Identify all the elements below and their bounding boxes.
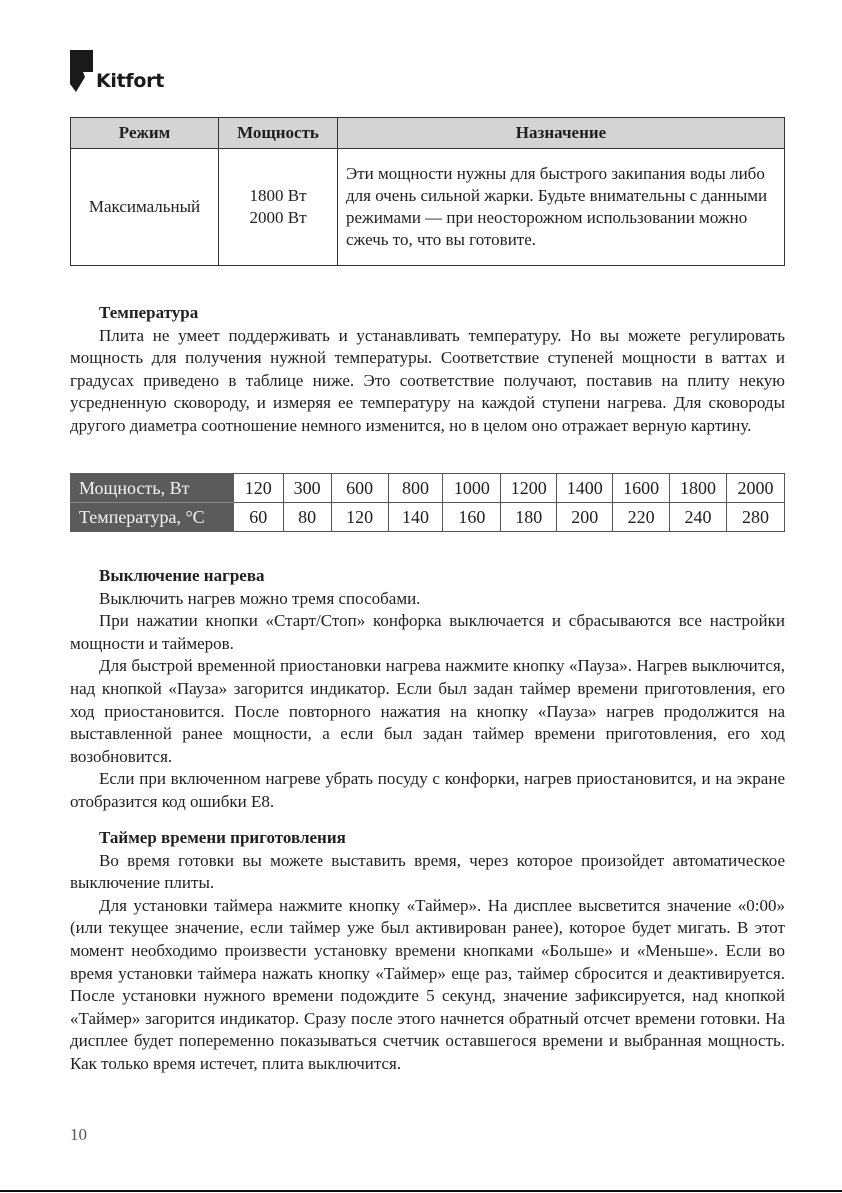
logo-text: Kitfort [96, 70, 164, 92]
brand-logo [70, 50, 164, 92]
page-number: 10 [70, 1125, 87, 1144]
temperature-cell: 240 [670, 503, 727, 532]
temperature-cell: 200 [557, 503, 613, 532]
mode-cell: Максимальный [71, 149, 219, 266]
power-cell: 800 [388, 474, 443, 503]
page-bottom-divider [0, 1190, 842, 1192]
paragraph: Плита не умеет поддерживать и устанавливать температуру. Но вы можете регулировать мощность для получения нужной температуры. Соответствие ступеней мощности в ваттах и градусах приведено в таблице ниже. Это соответствие получают, поставив на плиту некую усредненную сковороду, и измеряя ее температуру на каждой ступени нагрева. Для сковороды другого диаметра соотношение немного изменится, но в целом оно отражает верную картину. [70, 325, 785, 435]
temperature-cell: 220 [613, 503, 670, 532]
paragraph: При нажатии кнопки «Старт/Стоп» конфорка выключается и сбрасываются все настройки мощности и таймеров. [70, 611, 785, 653]
power-cell: 1000 [443, 474, 501, 503]
power-cell: 1800 [670, 474, 727, 503]
temperature-cell: 140 [388, 503, 443, 532]
column-header-power: Мощность [219, 118, 338, 149]
temperature-cell: 180 [501, 503, 557, 532]
power-row [71, 474, 785, 503]
temperature-section [70, 302, 785, 438]
power-cell: 1200 [501, 474, 557, 503]
temperature-row [71, 503, 785, 532]
timer-section [70, 827, 785, 1076]
power-cell [219, 149, 338, 266]
power-value: 2000 Вт [249, 208, 307, 227]
table-row [71, 149, 785, 266]
section-heading: Таймер времени приготовления [99, 828, 346, 847]
kitfort-shield-icon [70, 50, 94, 92]
heat-off-section [70, 565, 785, 814]
section-heading: Температура [99, 303, 199, 322]
paragraph: Если при включенном нагреве убрать посуду с конфорки, нагрев приостановится, и на экране отобразится код ошибки Е8. [70, 769, 785, 811]
temperature-cell: 120 [331, 503, 388, 532]
temperature-cell: 160 [443, 503, 501, 532]
power-cell: 2000 [727, 474, 785, 503]
paragraph: Для быстрой временной приостановки нагрева нажмите кнопку «Пауза». Нагрев выключится, над кнопкой «Пауза» загорится индикатор. Если был задан таймер времени приготовления, его ход приостановится. После повторного нажатия на кнопку «Пауза» нагрев продолжится на выставленной ранее мощности, а если был задан таймер времени приготовления, его ход возобновится. [70, 656, 785, 766]
section-heading: Выключение нагрева [99, 566, 265, 585]
temperature-cell: 280 [727, 503, 785, 532]
power-temperature-table [70, 473, 785, 532]
column-header-mode: Режим [71, 118, 219, 149]
power-cell: 300 [283, 474, 331, 503]
temperature-cell: 60 [233, 503, 283, 532]
paragraph: Выключить нагрев можно тремя способами. [99, 588, 421, 608]
paragraph: Во время готовки вы можете выставить время, через которое произойдет автоматическое выключение плиты. [70, 850, 785, 893]
purpose-cell: Эти мощности нужны для быстрого закипания воды либо для очень сильной жарки. Будьте внимательны с данными режимами — при неосторожном использовании можно сжечь то, что вы готовите. [338, 149, 785, 266]
column-header-purpose: Назначение [338, 118, 785, 149]
power-value: 1800 Вт [249, 186, 307, 205]
row-label-temperature: Температура, °С [71, 503, 234, 532]
table-header-row [71, 118, 785, 149]
row-label-power: Мощность, Вт [71, 474, 234, 503]
power-cell: 120 [233, 474, 283, 503]
power-cell: 1400 [557, 474, 613, 503]
power-cell: 600 [331, 474, 388, 503]
power-cell: 1600 [613, 474, 670, 503]
power-modes-table [70, 117, 785, 266]
paragraph: Для установки таймера нажмите кнопку «Таймер». На дисплее высветится значение «0:00» (или текущее значение, если таймер уже был активирован ранее), которое будет мигать. В этот момент необходимо произвести установку времени кнопками «Больше» и «Меньше». Если во время установки таймера нажать кнопку «Таймер» еще раз, таймер сбросится и деактивируется. После установки нужного времени подождите 5 секунд, значение зафиксируется, над кнопкой «Таймер» загорится индикатор. Сразу после этого начнется обратный отсчет времени готовки. На дисплее будет попеременно показываться счетчик оставшегося времени и выбранная мощность. Как только время истечет, плита выключится. [70, 895, 785, 1073]
temperature-cell: 80 [283, 503, 331, 532]
